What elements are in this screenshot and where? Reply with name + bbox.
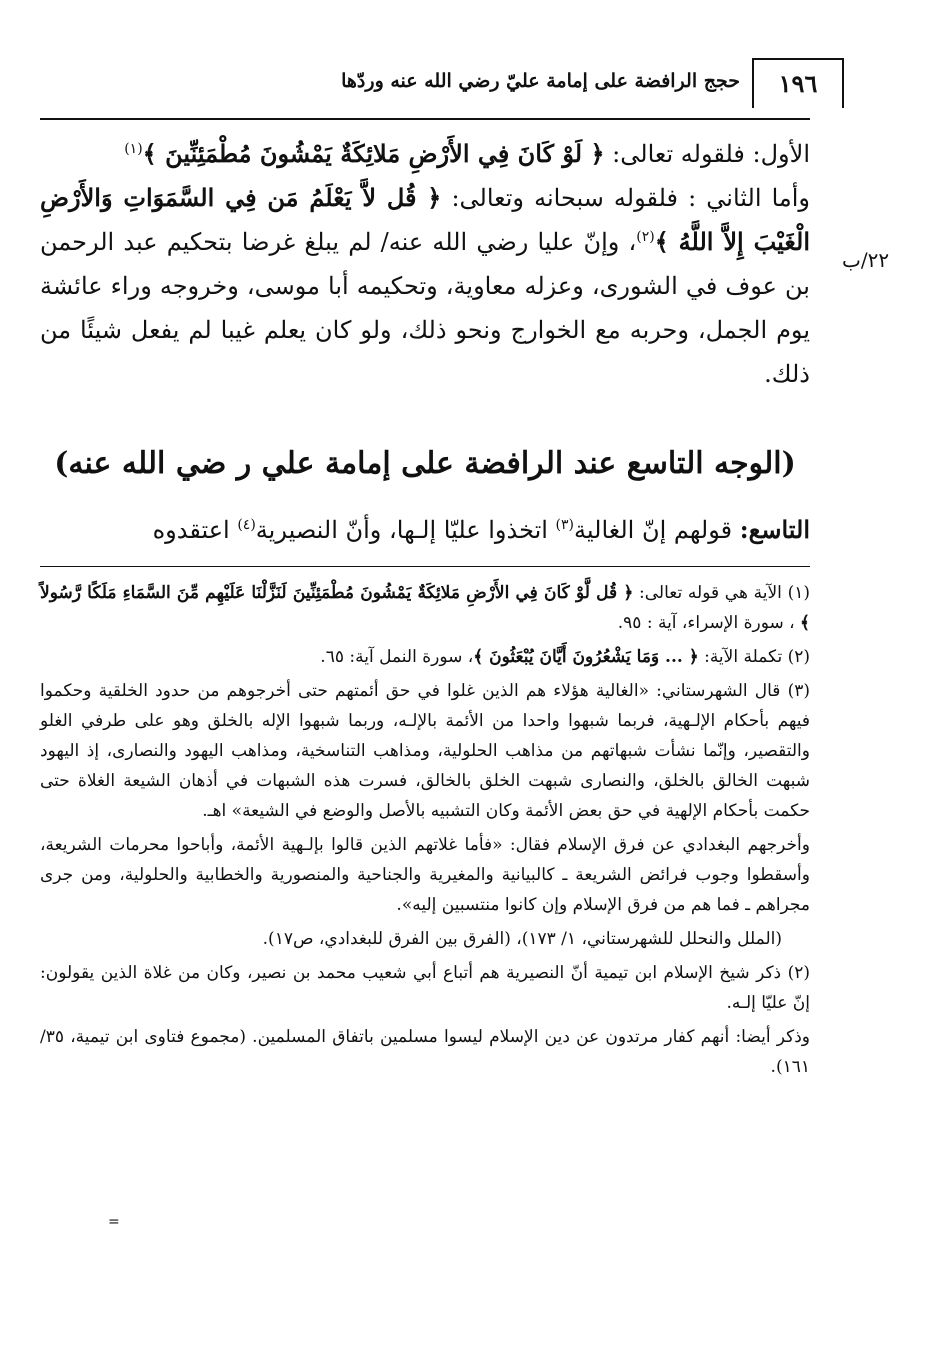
paragraph-first: [40, 132, 810, 176]
footnote-2: [40, 642, 810, 672]
second-body: ، وإنّ عليا رضي الله عنه/ لم يبلغ غرضا بتحكيم عبد الرحمن بن عوف في الشورى، وعزله معاوية، وتحكيمه أبا موسى، وخروجه وراء عائشة يوم الجمل، وحربه مع الخوارج ونحو ذلك، ولو كان يعلم غيبا لم يفعل شيئًا من ذلك.: [40, 228, 811, 388]
margin-note: ٢٢/ب: [842, 248, 890, 272]
second-prefix: وأما الثاني : فلقوله سبحانه وتعالى:: [441, 184, 811, 212]
footnote-4-more: وذكر أيضا: أنهم كفار مرتدون عن دين الإسلام ليسوا مسلمين باتفاق المسلمين. (مجموع فتاوى ابن تيمية، ٣٥/ ١٦١).: [40, 1027, 810, 1077]
footnote-2-source: ، سورة النمل آية: ٦٥.: [320, 647, 474, 667]
footnote-rule: [40, 566, 810, 567]
paragraph-second: [40, 176, 810, 396]
footnote-2-text: (٢) تكملة الآية:: [698, 647, 810, 667]
footnote-4: (٢) ذكر شيخ الإسلام ابن تيمية أنّ النصيرية هم أتباع أبي شعيب محمد بن نصير، وكان من غلاة الذين يقولون: إنّ عليّا إلـه.: [40, 963, 810, 1013]
footnote-1-source: ، سورة الإسراء، آية : ٩٥.: [617, 613, 801, 633]
footnote-1-text: (١) الآية هي قوله تعالى:: [633, 583, 810, 603]
footnote-2-quote: ﴿ ... وَمَا يَشْعُرُونَ أَيَّانَ يُبْعَثُونَ ﴾: [473, 647, 699, 667]
page-header: [40, 58, 818, 116]
ninth-paragraph: [40, 510, 810, 550]
footnote-ref-2: (٢): [636, 229, 655, 245]
footnote-3: (٣) قال الشهرستاني: «الغالية هؤلاء هم الذين غلوا في حق أئمتهم حتى أخرجوهم من حدود الخلقية وحكموا فيهم بأحكام الإلـهية، فربما شبهوا واحدا من الأئمة بالإلـه، وربما شبهوا الإله بالخلق وهو على طرفي الغلو والتقصير، وإنّما نشأت شبهاتهم من مذاهب الحلولية، ومذاهب التناسخية، ومذاهب اليهود والنصارى، إذ اليهود شبهت الخالق بالخلق، والنصارى شبهت الخلق بالخالق، فسرت هذه الشبهات في أذهان الشيعة الغلاة حتى حكمت بأحكام الإلهية في حق بعض الأئمة وكان التشبيه بالأصل والوضع في الشيعة» اهـ.: [40, 681, 810, 821]
first-prefix: الأول: فلقوله تعالى:: [604, 140, 810, 168]
ninth-text-b: اتخذوا عليّا إلـها، وأنّ النصيرية: [255, 516, 556, 544]
header-rule: [40, 118, 810, 120]
quran-quote-2: ﴿ قُل لاَّ يَعْلَمُ مَن فِي السَّمَوَاتِ وَالأَرْضِ الْغَيْبَ إِلاَّ اللَّهُ ﴾: [40, 183, 810, 256]
footnotes: [40, 578, 810, 1086]
footnote-3-baghdadi: وأخرجهم البغدادي عن فرق الإسلام فقال: «فأما غلاتهم الذين قالوا بإلـهية الأئمة، وأباحوا محرمات الشريعة، وأسقطوا وجوب فرائض الشريعة ـ كالبيانية والمغيرية والجناحية والمنصورية والخطابية والحلولية، ومن جرى مجراهم ـ فما هم من فرق الإسلام وإن كانوا منتسبين إليه».: [40, 835, 810, 915]
ninth-text-c: اعتقدوه: [152, 516, 238, 544]
footnote-3-sources: (الملل والنحلل للشهرستاني، ١/ ١٧٣)، (الفرق بين الفرق للبغدادي، ص١٧).: [262, 929, 782, 949]
quran-quote-1: ﴿ لَوْ كَانَ فِي الأَرْضِ مَلائِكَةٌ يَمْشُونَ مُطْمَئِنِّينَ ﴾: [142, 139, 605, 168]
ninth-text-a: قولهم إنّ الغالية: [574, 516, 740, 544]
ninth-lead: التاسع:: [739, 515, 810, 544]
footnote-1-quote: ﴿ قُل لَّوْ كَانَ فِي الأَرْضِ مَلائِكَةٌ يَمْشُونَ مُطْمَئِنِّينَ لَنَزَّلْنَا عَلَيْهِم مِّنَ السَّمَاءِ مَلَكًا رَّسُولاً ﴾: [40, 583, 810, 633]
stray-mark: =: [108, 1214, 120, 1230]
footnote-ref-4: (٤): [237, 517, 256, 533]
section-heading: (الوجه التاسع عند الرافضة على إمامة علي ر ضي الله عنه): [54, 446, 796, 481]
page-number: ١٩٦: [752, 58, 844, 108]
footnote-ref-3: (٣): [555, 517, 575, 533]
main-text: [40, 132, 810, 396]
footnote-ref-1: (١): [124, 141, 143, 157]
running-title: حجج الرافضة على إمامة عليّ رضي الله عنه وردّها: [341, 70, 740, 92]
footnote-1: [40, 578, 810, 638]
